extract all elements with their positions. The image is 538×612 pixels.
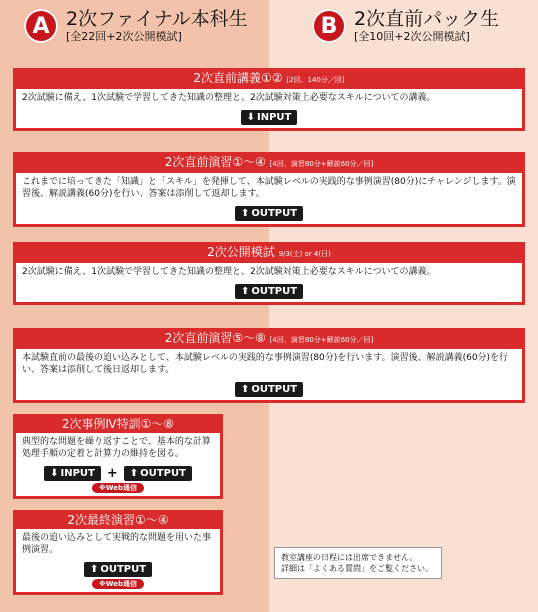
card-title-note: [4回、演習80分+解説60分／回] <box>269 336 374 344</box>
card-body <box>16 173 522 224</box>
arrow-up-icon: ⬆ <box>89 564 99 575</box>
web-badge: ※Web通信 <box>92 483 144 493</box>
tag-label: INPUT <box>257 112 292 123</box>
output-tag <box>235 284 303 299</box>
card-title <box>16 70 522 89</box>
card-title-text: 2次直前演習①～④ <box>164 155 266 169</box>
badge-b: B <box>312 9 346 43</box>
notice-box <box>274 547 442 579</box>
arrow-up-icon: ⬆ <box>240 208 250 219</box>
card-body <box>16 433 220 496</box>
card-description: 典型的な問題を繰り返すことで、基本的な計算処理手順の定着と計算力の維持を図る。 <box>22 437 211 459</box>
card-title-text: 2次直前講義①② <box>193 71 283 85</box>
arrow-down-icon: ⬇ <box>246 112 255 123</box>
arrow-up-icon: ⬆ <box>240 384 250 395</box>
card-lecture-1-2 <box>13 68 525 131</box>
card-title <box>16 512 220 529</box>
card-practice-1-4 <box>13 152 525 227</box>
tag-row <box>22 562 214 577</box>
card-title-note: [2回、140分／回] <box>286 76 345 84</box>
input-tag <box>241 110 298 125</box>
card-title-text: 2次公開模試 <box>207 245 275 259</box>
tag-row <box>22 382 516 397</box>
web-badge: ※Web通信 <box>92 579 144 589</box>
card-final-practice <box>13 510 223 595</box>
card-practice-5-8 <box>13 328 525 403</box>
card-title <box>16 154 522 173</box>
plus-sign: + <box>106 466 118 481</box>
card-title-text: 2次直前演習⑤～⑧ <box>164 331 266 345</box>
output-tag <box>124 466 192 481</box>
arrow-up-icon: ⬆ <box>240 286 250 297</box>
tag-label: OUTPUT <box>251 208 298 219</box>
card-public-mock <box>13 242 525 305</box>
card-title-note: 9/3(土) or 4(日) <box>278 250 331 258</box>
card-description: 最後の追い込みとして実戦的な問題を用いた事例演習。 <box>22 533 212 555</box>
final-course-subtitle: [全22回+2次公開模試] <box>66 29 182 43</box>
card-description: これまでに培ってきた「知識」と「スキル」を発揮して、本試験レベルの実践的な事例演習(80分)にチャレンジします。演習後、解説講義(60分)を行い、答案は添削して返却します。 <box>22 177 516 199</box>
card-title-text: 2次事例Ⅳ特訓①～⑧ <box>61 417 175 431</box>
card-body <box>16 263 522 302</box>
tag-row <box>22 284 516 299</box>
card-title <box>16 330 522 349</box>
tag-row <box>22 466 214 481</box>
card-title <box>16 416 220 433</box>
card-body <box>16 529 220 592</box>
tag-row <box>22 110 516 125</box>
input-tag <box>44 466 101 481</box>
notice-line-2: 詳細は「よくある質問」をご覧ください。 <box>281 564 433 573</box>
output-tag <box>235 382 303 397</box>
final-course-title: 2次ファイナル本科生 <box>66 7 248 30</box>
card-title-note: [4回、演習80分+解説60分／回] <box>269 160 374 168</box>
card-case-iv-training <box>13 414 223 499</box>
badge-a: A <box>24 9 58 43</box>
pack-course-title: 2次直前パック生 <box>354 7 500 30</box>
final-course-header <box>24 0 248 52</box>
tag-label: OUTPUT <box>100 564 147 575</box>
arrow-up-icon: ⬆ <box>129 468 139 479</box>
output-tag <box>84 562 152 577</box>
tag-label: OUTPUT <box>251 286 298 297</box>
card-title-text: 2次最終演習①～④ <box>67 513 169 527</box>
card-description: 2次試験に備え、1次試験で学習してきた知識の整理と、2次試験対策上必要なスキルについての講義。 <box>22 267 436 277</box>
tag-label: OUTPUT <box>251 384 298 395</box>
pack-course-header <box>312 0 499 52</box>
tag-label: INPUT <box>60 468 95 479</box>
card-body <box>16 349 522 400</box>
card-title <box>16 244 522 263</box>
output-tag <box>235 206 303 221</box>
tag-row <box>22 206 516 221</box>
card-body <box>16 89 522 128</box>
pack-course-subtitle: [全10回+2次公開模試] <box>354 29 470 43</box>
card-description: 本試験直前の最後の追い込みとして、本試験レベルの実践的な事例演習(80分)を行います。演習後、解説講義(60分)を行い、答案は添削して後日返却します。 <box>22 353 509 375</box>
arrow-down-icon: ⬇ <box>50 468 59 479</box>
card-description: 2次試験に備え、1次試験で学習してきた知識の整理と、2次試験対策上必要なスキルについての講義。 <box>22 93 436 103</box>
notice-line-1: 教室講座の日程には出席できません。 <box>281 553 418 562</box>
tag-label: OUTPUT <box>140 468 186 479</box>
